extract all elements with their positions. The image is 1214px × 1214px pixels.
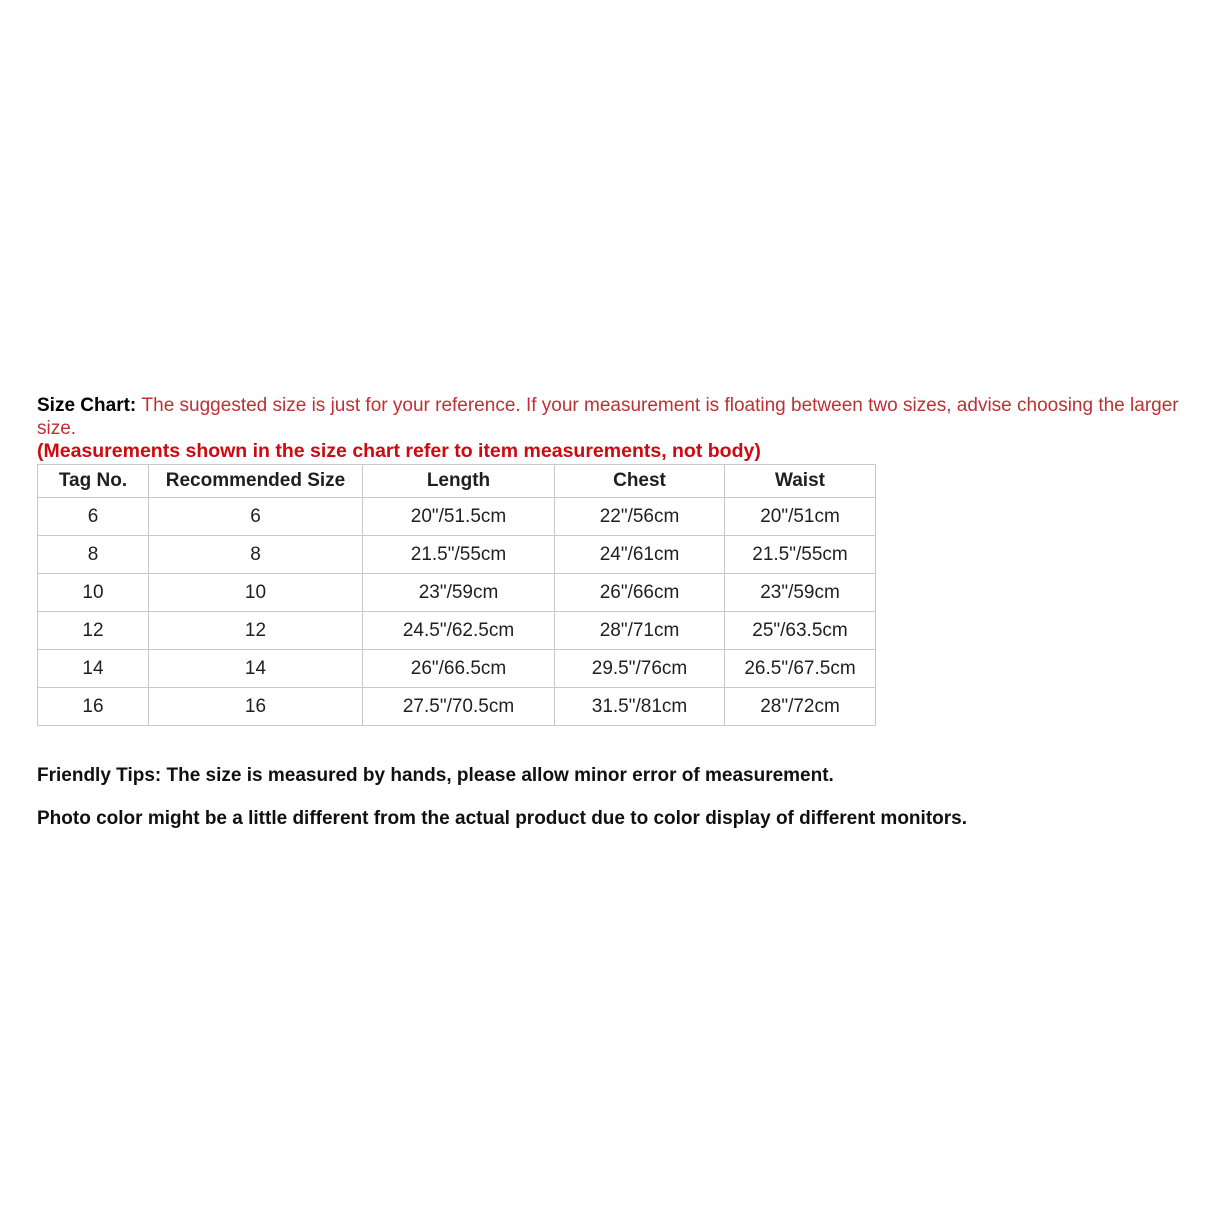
table-cell: 20"/51.5cm [363, 498, 555, 536]
table-cell: 6 [149, 498, 363, 536]
friendly-tips-text: Friendly Tips: The size is measured by hands, please allow minor error of measurement. [37, 765, 834, 786]
table-cell: 31.5"/81cm [555, 688, 725, 726]
photo-color-note: Photo color might be a little different from the actual product due to color display of different monitors. [37, 808, 967, 829]
table-cell: 26.5"/67.5cm [725, 650, 876, 688]
table-cell: 28"/71cm [555, 612, 725, 650]
table-row [38, 574, 876, 612]
table-cell: 10 [38, 574, 149, 612]
table-row [38, 688, 876, 726]
footer-tips [37, 764, 1187, 830]
table-cell: 20"/51cm [725, 498, 876, 536]
table-cell: 16 [149, 688, 363, 726]
table-cell: 14 [149, 650, 363, 688]
table-row [38, 498, 876, 536]
size-chart-separator: : [129, 395, 142, 416]
size-table [37, 464, 876, 726]
size-chart-intro [37, 394, 1187, 440]
table-cell: 26"/66cm [555, 574, 725, 612]
table-cell: 12 [38, 612, 149, 650]
size-chart-section [37, 394, 1187, 830]
table-header-cell: Waist [725, 465, 876, 498]
table-row [38, 612, 876, 650]
table-cell: 28"/72cm [725, 688, 876, 726]
table-cell: 25"/63.5cm [725, 612, 876, 650]
size-chart-description: The suggested size is just for your reference. If your measurement is floating between two sizes, advise choosing the larger size. [37, 395, 1179, 439]
table-cell: 21.5"/55cm [363, 536, 555, 574]
table-cell: 23"/59cm [363, 574, 555, 612]
table-cell: 23"/59cm [725, 574, 876, 612]
table-header-cell: Tag No. [38, 465, 149, 498]
table-cell: 16 [38, 688, 149, 726]
measurement-note: (Measurements shown in the size chart refer to item measurements, not body) [37, 440, 761, 462]
table-cell: 22"/56cm [555, 498, 725, 536]
table-cell: 8 [38, 536, 149, 574]
table-cell: 24.5"/62.5cm [363, 612, 555, 650]
table-cell: 10 [149, 574, 363, 612]
table-cell: 24"/61cm [555, 536, 725, 574]
table-cell: 21.5"/55cm [725, 536, 876, 574]
table-header-cell: Recommended Size [149, 465, 363, 498]
table-header-cell: Chest [555, 465, 725, 498]
table-cell: 27.5"/70.5cm [363, 688, 555, 726]
table-cell: 6 [38, 498, 149, 536]
table-cell: 8 [149, 536, 363, 574]
table-header-cell: Length [363, 465, 555, 498]
table-cell: 26"/66.5cm [363, 650, 555, 688]
table-header-row [38, 465, 876, 498]
table-row [38, 650, 876, 688]
table-cell: 12 [149, 612, 363, 650]
table-row [38, 536, 876, 574]
size-chart-label: Size Chart [37, 395, 130, 416]
table-cell: 29.5"/76cm [555, 650, 725, 688]
table-cell: 14 [38, 650, 149, 688]
